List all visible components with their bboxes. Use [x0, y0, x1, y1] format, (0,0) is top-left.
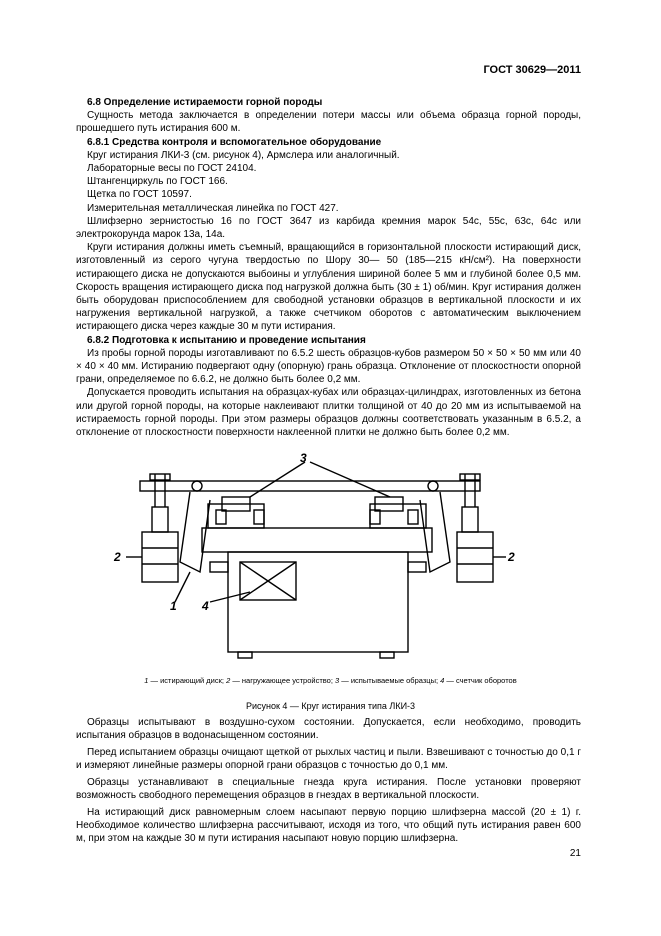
samples-paragraph: Из пробы горной породы изготавливают по 6.5.2 шесть образцов-кубов размером 50 × 50 × 50 мм или 40 × 40 × 40 мм. Истиранию подвергают одну (опорную) грань образца. Отклонение от плоскостности опорной грани, определяемое по 6.6.2, не должно быть более 0,2 мм. [76, 347, 581, 386]
section-body [76, 96, 581, 439]
intro-paragraph: Сущность метода заключается в определении потери массы или объема образца горной породы, прошедшего путь истирания 600 м. [76, 110, 581, 135]
discs-paragraph: Круги истирания должны иметь съемный, вращающийся в горизонтальной плоскости истирающий диск, изготовленный из серого чугуна твердостью по Шору 30— 50 (185—215 кН/см²). На поверхности истирающего диска не допускаются выбоины и углубления шириной более 5 мм и глубиной более 0,5 мм. Скорость вращения истирающего диска под нагрузкой должна быть (30 ± 1) об/мин. Круг истирания должен быть оборудован приспособлением для свободной установки образцов в вертикальной плоскости и их нагружения вертикальной нагрузкой, а также счетчиком оборотов с автоматическим выключением истирающего диска через каждые 30 м пути истирания. [76, 242, 581, 333]
equipment-item: Щетка по ГОСТ 10597. [87, 189, 192, 201]
label-2-right: 2 [508, 550, 515, 564]
abrasive-disc [202, 528, 432, 552]
equipment-item: Измерительная металлическая линейка по ГОСТ 427. [87, 202, 339, 214]
label-3: 3 [300, 452, 307, 465]
section-title: 6.8 Определение истираемости горной породы [87, 97, 323, 108]
left-weight [142, 532, 178, 582]
label-4: 4 [202, 599, 209, 613]
subsection-title-equipment: 6.8.1 Средства контроля и вспомогательное оборудование [87, 136, 382, 148]
label-1: 1 [170, 599, 177, 613]
label-2-left: 2 [114, 550, 121, 564]
page-number: 21 [569, 848, 581, 859]
abrasion-wheel-figure [100, 452, 540, 672]
equipment-item: Лабораторные весы по ГОСТ 24104. [87, 163, 257, 175]
procedure-body [76, 716, 581, 849]
equipment-item: Штангенциркуль по ГОСТ 166. [87, 176, 228, 188]
equipment-item: Круг истирания ЛКИ-3 (см. рисунок 4), Армслера или аналогичный. [87, 149, 400, 161]
procedure-paragraph: Образцы устанавливают в специальные гнезда круга истирания. После установки проверяют возможность свободного перемещения образцов в гнездах в вертикальной плоскости. [76, 776, 581, 802]
figure-caption: Рисунок 4 — Круг истирания типа ЛКИ-3 [245, 701, 416, 711]
allowed-paragraph: Допускается проводить испытания на образцах-кубах или образцах-цилиндрах, изготовленных из бетона или другой горной породы, на которые наклеивают плитки толщиной от 40 до 20 мм из испытываемой на истираемость горной породы. При этом размеры образцов должны соответствовать указанным в 6.5.2, а отклонение от плоскостности поверхности наклеенной плитки не должно быть более 0,2 мм. [76, 387, 581, 439]
machine-base [228, 552, 408, 652]
procedure-paragraph: Образцы испытывают в воздушно-сухом состоянии. Допускается, если необходимо, проводить испытания образцов в водонасыщенном состоянии. [76, 717, 581, 742]
standard-header: ГОСТ 30629—2011 [483, 64, 581, 76]
subsection-title-preparation: 6.8.2 Подготовка к испытанию и проведение испытания [87, 334, 366, 346]
procedure-paragraph: Перед испытанием образцы очищают щеткой от рыхлых частиц и пыли. Взвешивают с точностью до 0,1 г и измеряют линейные размеры опорной грани образцов с точностью до 0,1 мм. [76, 746, 581, 772]
equipment-item: Шлифзерно зернистостью 16 по ГОСТ 3647 из карбида кремния марок 54с, 55с, 63с, 64с или электрокорунда марок 13а, 14а. [76, 215, 581, 241]
procedure-paragraph: На истирающий диск равномерным слоем насыпают первую порцию шлифзерна массой (20 ± 1) г. Необходимое количество шлифзерна рассчитывают, исходя из того, что общий путь истирания равен 600 м, при этом на каждые 30 м пути истирания насыпают новую порцию шлифзерна. [76, 806, 581, 845]
right-weight [457, 532, 493, 582]
figure-legend: 1 — истирающий диск; 2 — нагружающее устройство; 3 — испытываемые образцы; 4 — счетчик оборотов [144, 676, 517, 685]
